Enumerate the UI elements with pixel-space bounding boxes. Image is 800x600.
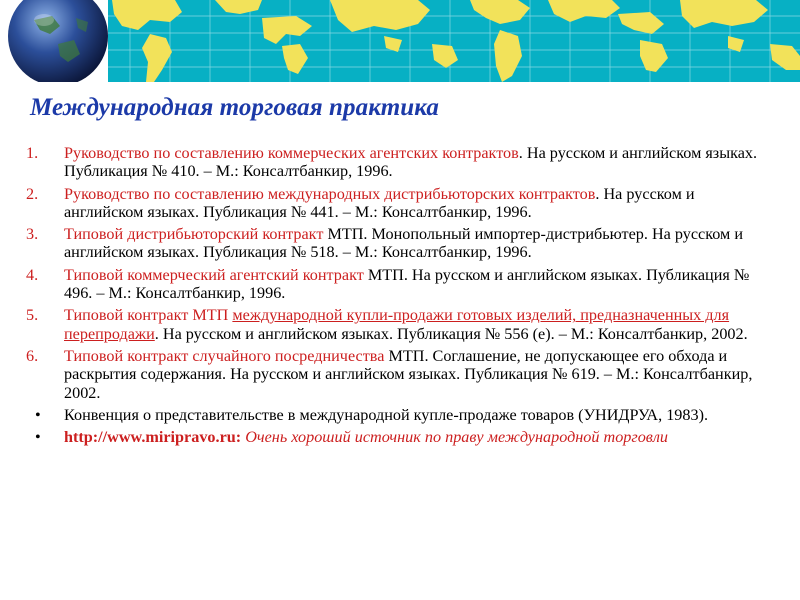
bullet-icon: •	[35, 428, 41, 447]
list-item	[26, 144, 776, 181]
globe-icon	[0, 0, 108, 82]
item-details: МТП. На русском и английском языках. Публикация № 496. – М.: Консалтбанкир, 1996.	[64, 265, 750, 303]
list-item	[26, 185, 776, 222]
world-map-banner	[0, 0, 800, 82]
item-title: Руководство по составлению международных дистрибьюторских контрактов	[64, 184, 596, 203]
item-title-underlined: международной купли-продажи готовых изделий, предназначенных для перепродажи	[64, 306, 730, 343]
item-number: 3.	[26, 225, 39, 244]
list-item	[26, 428, 776, 446]
item-title: Типовой контракт МТП	[64, 306, 233, 325]
item-number: 6.	[26, 346, 39, 365]
item-number: 5.	[26, 306, 39, 325]
website-link[interactable]: http://www.miripravo.ru:	[64, 428, 242, 447]
item-details: МТП. Соглашение, не допускающее его обхода и раскрытия содержания. На русском и английском языках. Публикация № 619. – М.: Консалтбанкир, 2002.	[64, 346, 753, 402]
item-title: Типовой контракт случайного посредничества	[64, 346, 385, 365]
item-details: МТП. Монопольный импортер-дистрибьютер. На русском и английском языках. Публикация № 518. – М.: Консалтбанкир, 1996.	[64, 225, 743, 262]
bullet-icon: •	[35, 405, 41, 424]
item-title: Типовой коммерческий агентский контракт	[64, 265, 364, 284]
item-details: . На русском и английском языках. Публикация № 556 (е). – М.: Консалтбанкир, 2002.	[154, 324, 748, 343]
item-number: 1.	[26, 144, 39, 162]
link-description: Очень хороший источник по праву международной торговли	[241, 428, 668, 447]
item-details: . На русском и английском языках. Публикация № 441. – М.: Консалтбанкир, 1996.	[64, 184, 695, 221]
item-details: . На русском и английском языках. Публикация № 410. – М.: Консалтбанкир, 1996.	[64, 144, 758, 181]
item-number: 4.	[26, 265, 39, 284]
list-item	[26, 266, 776, 303]
item-title: Руководство по составлению коммерческих агентских контрактов	[64, 144, 519, 162]
item-details: Конвенция о представительстве в международной купле-продаже товаров (УНИДРУА, 1983).	[64, 405, 709, 424]
list-item	[26, 406, 776, 424]
list-item	[26, 347, 776, 402]
item-title: Типовой дистрибьюторский контракт	[64, 225, 324, 244]
slide-title: Международная торговая практика	[30, 94, 439, 121]
item-number: 2.	[26, 184, 39, 203]
list-item	[26, 306, 776, 343]
reference-list	[26, 144, 776, 450]
list-item	[26, 225, 776, 262]
